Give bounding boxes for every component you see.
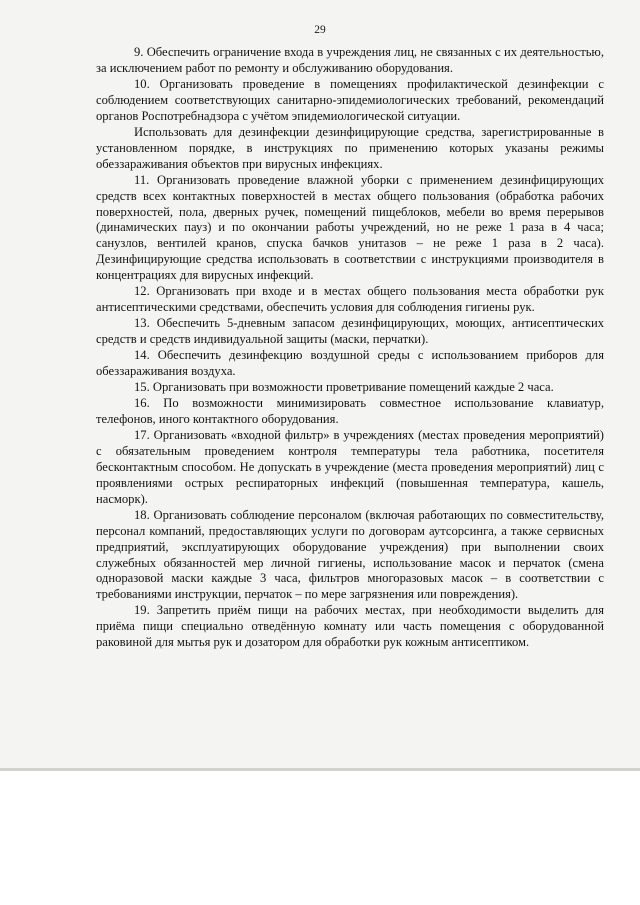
document-body — [96, 45, 604, 651]
blank-area — [0, 771, 640, 905]
paragraph-item-19: 19. Запретить приём пищи на рабочих местах, при необходимости выделить для приёма пищи специально отведённую комнату или часть помещения с оборудованной раковиной для мытья рук и дозатором для обработки рук кожным антисептиком. — [96, 603, 604, 650]
paragraph-disinfectants: Использовать для дезинфекции дезинфицирующие средства, зарегистрированные в установленном порядке, в инструкциях по применению которых указаны режимы обеззараживания объектов при вирусных инфекциях. — [96, 124, 604, 171]
paragraph-item-11: 11. Организовать проведение влажной уборки с применением дезинфицирующих средств всех контактных поверхностей в местах общего пользования (обработка рабочих поверхностей, пола, дверных ручек, помещений пищеблоков, мебели во время перерывов (динамических пауз) и по окончании работы учреждений, но не реже 1 раза в 4 часа; санузлов, вентилей кранов, спуска бачков унитазов – не реже 1 раза в 2 часа). Дезинфицирующие средства использовать в соответствии с инструкциями производителя в концентрациях для вирусных инфекций. — [96, 172, 604, 283]
paragraph-item-12: 12. Организовать при входе и в местах общего пользования места обработки рук антисептическими средствами, обеспечить условия для соблюдения гигиены рук. — [96, 284, 604, 315]
paragraph-item-13: 13. Обеспечить 5-дневным запасом дезинфицирующих, моющих, антисептических средств и средств индивидуальной защиты (маски, перчатки). — [96, 316, 604, 347]
paragraph-item-10: 10. Организовать проведение в помещениях профилактической дезинфекции с соблюдением соответствующих санитарно-эпидемиологических требований, рекомендаций органов Роспотребнадзора с учётом эпидемиологической ситуации. — [96, 76, 604, 123]
paragraph-item-15: 15. Организовать при возможности проветривание помещений каждые 2 часа. — [134, 380, 554, 395]
paragraph-item-16: 16. По возможности минимизировать совместное использование клавиатур, телефонов, иного контактного оборудования. — [96, 395, 604, 426]
paragraph-item-17: 17. Организовать «входной фильтр» в учреждениях (местах проведения мероприятий) с обязательным проведением контроля температуры тела работника, посетителя бесконтактным способом. Не допускать в учреждение (места проведения мероприятий) лиц с проявлениями острых респираторных инфекций (повышенная температура, кашель, насморк). — [96, 427, 604, 506]
paragraph-item-9: 9. Обеспечить ограничение входа в учреждения лиц, не связанных с их деятельностью, за исключением работ по ремонту и обслуживанию оборудования. — [96, 45, 604, 75]
paragraph-item-14: 14. Обеспечить дезинфекцию воздушной среды с использованием приборов для обеззараживания воздуха. — [96, 348, 604, 379]
paragraph-item-18: 18. Организовать соблюдение персоналом (включая работающих по совместительству, персонал компаний, предоставляющих услуги по договорам аутсорсинга, а также сервисных предприятий, эксплуатирующих оборудование учреждения) при выполнении своих служебных обязанностей мер личной гигиены, использование масок и перчаток (смена одноразовой маски каждые 3 часа, фильтров многоразовых масок – в соответствии с требованиями инструкции, перчаток – по мере загрязнения или повреждения). — [96, 507, 604, 602]
page-number: 29 — [314, 24, 326, 36]
